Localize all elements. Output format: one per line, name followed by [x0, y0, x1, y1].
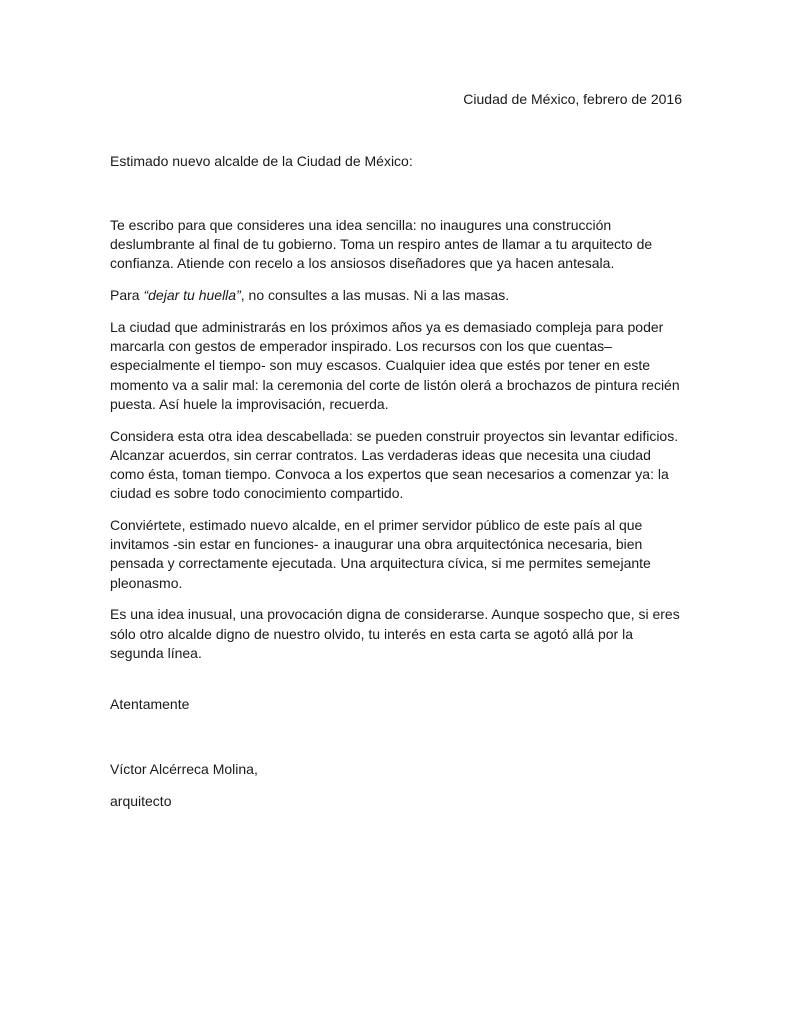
paragraph-6: Es una idea inusual, una provocación digna de considerarse. Aunque sospecho que, si eres sólo otro alcalde digno de nuestro olvido, tu interés en esta carta se agotó allá por la segunda línea.: [110, 606, 680, 661]
paragraph-1: Te escribo para que consideres una idea sencilla: no inaugures una construcción deslumbrante al final de tu gobierno. Toma un respiro antes de llamar a tu arquitecto de confianza. Atiende con recelo a los ansiosos diseñadores que ya hacen antesala.: [110, 217, 653, 272]
paragraph-4: Considera esta otra idea descabellada: se pueden construir proyectos sin levantar edificios. Alcanzar acuerdos, sin cerrar contratos. Las verdaderas ideas que necesita una ciudad como ésta, toman tiempo. Convoca a los expertos que sean necesarios a comenzar ya: la ciudad es sobre todo conocimiento compartido.: [110, 427, 679, 502]
paragraph-2-start: Para: [110, 287, 144, 304]
letter-salutation: Estimado nuevo alcalde de la Ciudad de México:: [110, 153, 413, 169]
paragraph-5: Conviértete, estimado nuevo alcalde, en el primer servidor público de este país al que invitamos -sin estar en funciones- a inaugurar una obra arquitectónica necesaria, bien pensada y correctamente ejecutada. Una arquitectura cívica, si me permites semejante pleonasmo.: [110, 517, 651, 591]
paragraph-2-emphasis: “dejar tu huella”: [143, 287, 241, 304]
paragraph-2: [110, 286, 685, 305]
paragraph-2-end: , no consultes a las musas. Ni a las masas.: [240, 287, 510, 304]
paragraph-3: La ciudad que administrarás en los próximos años ya es demasiado compleja para poder marcarla con gestos de emperador inspirado. Los recursos con los que cuentas–especialmente el tiempo- son muy escasos. Cualquier idea que estés por tener en este momento va a salir mal: la ceremonia del corte de listón olerá a brochazos de pintura recién puesta. Así huele la improvisación, recuerda.: [110, 319, 680, 412]
signature-title: arquitecto: [110, 793, 172, 809]
letter-body: [110, 216, 685, 676]
letter-closing: Atentamente: [110, 696, 190, 712]
letter-date: Ciudad de México, febrero de 2016: [463, 91, 682, 107]
signature-name: Víctor Alcérreca Molina,: [110, 761, 258, 777]
